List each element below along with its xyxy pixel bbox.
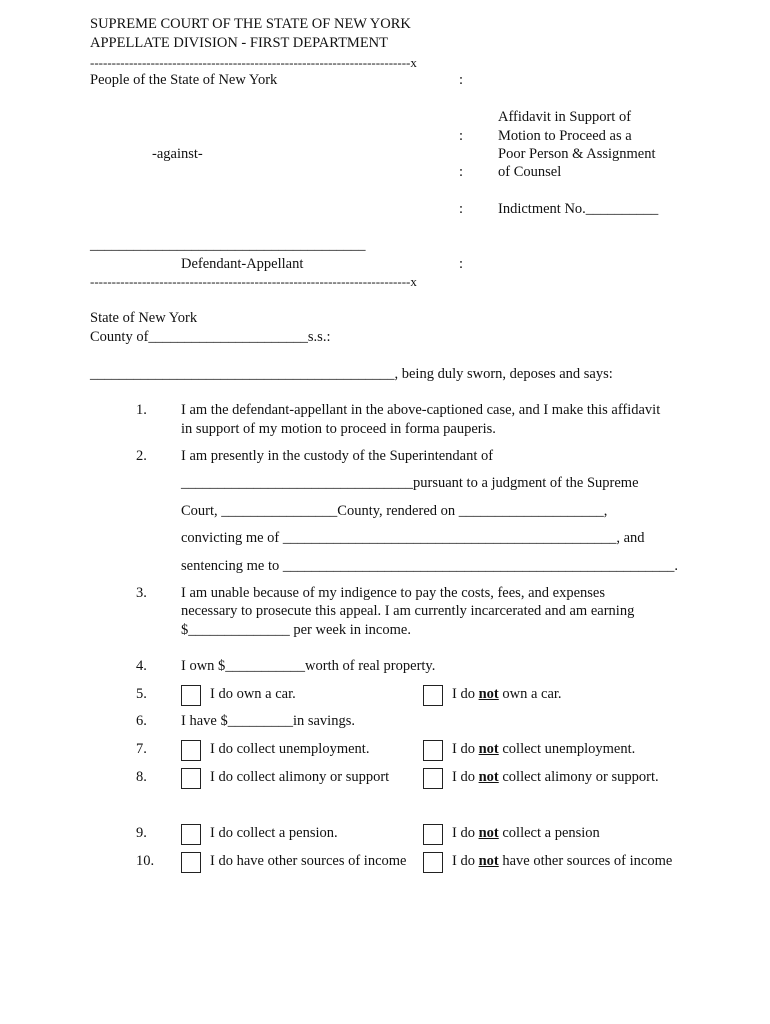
- other-income-yes-label: I do have other sources of income: [210, 853, 407, 869]
- unemployment-yes-checkbox[interactable]: [181, 740, 201, 761]
- court-county-date-field[interactable]: Court, ________________County, rendered on ____________________,: [181, 503, 608, 519]
- caption-colon: :: [459, 201, 464, 217]
- venue-county-field[interactable]: County of______________________s.s.:: [90, 329, 331, 345]
- defendant-label: Defendant-Appellant: [181, 256, 304, 272]
- own-car-label: I do own a car.: [210, 686, 296, 702]
- custody-facility-field[interactable]: ________________________________pursuant to a judgment of the Supreme: [181, 475, 639, 491]
- paragraph-number: 7.: [136, 741, 147, 757]
- venue-state: State of New York: [90, 310, 198, 326]
- document-title-line4: of Counsel: [498, 164, 562, 180]
- no-car-checkbox[interactable]: [423, 685, 443, 706]
- paragraph-number: 3.: [136, 585, 147, 601]
- no-car-label: I do not own a car.: [452, 686, 562, 702]
- unemployment-no-label: I do not collect unemployment.: [452, 741, 636, 757]
- paragraph-number: 1.: [136, 402, 147, 418]
- document-title-line3: Poor Person & Assignment: [498, 146, 656, 162]
- paragraph-number: 6.: [136, 713, 147, 729]
- caption-colon: :: [459, 164, 464, 180]
- caption-colon: :: [459, 256, 464, 272]
- other-income-yes-checkbox[interactable]: [181, 852, 201, 873]
- caption-colon: :: [459, 128, 464, 144]
- document-title-line1: Affidavit in Support of: [498, 109, 632, 125]
- paragraph-3-line2: necessary to prosecute this appeal. I am currently incarcerated and am earning: [181, 603, 635, 619]
- alimony-yes-label: I do collect alimony or support: [210, 769, 390, 785]
- unemployment-yes-label: I do collect unemployment.: [210, 741, 370, 757]
- real-property-field[interactable]: I own $___________worth of real property.: [181, 658, 436, 674]
- pension-no-label: I do not collect a pension: [452, 825, 600, 841]
- paragraph-number: 2.: [136, 448, 147, 464]
- caption-rule-bottom: --------------------------------------------------------------------------x: [90, 274, 417, 289]
- against-label: -against-: [152, 146, 203, 162]
- caption-rule-top: --------------------------------------------------------------------------x: [90, 55, 417, 70]
- paragraph-1-line1: I am the defendant-appellant in the above-captioned case, and I make this affidavit: [181, 402, 661, 418]
- affiant-name-field[interactable]: __________________________________________, being duly sworn, deposes and says:: [90, 366, 613, 382]
- alimony-yes-checkbox[interactable]: [181, 768, 201, 789]
- document-title-line2: Motion to Proceed as a: [498, 128, 632, 144]
- pension-no-checkbox[interactable]: [423, 824, 443, 845]
- paragraph-2-line1: I am presently in the custody of the Superintendant of: [181, 448, 494, 464]
- plaintiff-name: People of the State of New York: [90, 72, 278, 88]
- court-name-line1: SUPREME COURT OF THE STATE OF NEW YORK: [90, 16, 411, 32]
- savings-field[interactable]: I have $_________in savings.: [181, 713, 355, 729]
- paragraph-number: 9.: [136, 825, 147, 841]
- sentence-field[interactable]: sentencing me to ______________________________________________________.: [181, 558, 679, 574]
- other-income-no-label: I do not have other sources of income: [452, 853, 673, 869]
- paragraph-number: 4.: [136, 658, 147, 674]
- paragraph-1-line2: in support of my motion to proceed in forma pauperis.: [181, 421, 496, 437]
- paragraph-number: 5.: [136, 686, 147, 702]
- alimony-no-checkbox[interactable]: [423, 768, 443, 789]
- defendant-name-field[interactable]: ______________________________________: [90, 237, 366, 253]
- court-name-line2: APPELLATE DIVISION - FIRST DEPARTMENT: [90, 35, 389, 51]
- unemployment-no-checkbox[interactable]: [423, 740, 443, 761]
- other-income-no-checkbox[interactable]: [423, 852, 443, 873]
- paragraph-number: 10.: [136, 853, 155, 869]
- own-car-checkbox[interactable]: [181, 685, 201, 706]
- alimony-no-label: I do not collect alimony or support.: [452, 769, 659, 785]
- paragraph-number: 8.: [136, 769, 147, 785]
- caption-colon: :: [459, 72, 464, 88]
- paragraph-3-line1: I am unable because of my indigence to pay the costs, fees, and expenses: [181, 585, 605, 601]
- weekly-income-field[interactable]: $______________ per week in income.: [181, 622, 411, 638]
- conviction-field[interactable]: convicting me of ______________________________________________, and: [181, 530, 645, 546]
- pension-yes-label: I do collect a pension.: [210, 825, 338, 841]
- pension-yes-checkbox[interactable]: [181, 824, 201, 845]
- indictment-number-field[interactable]: Indictment No.__________: [498, 201, 659, 217]
